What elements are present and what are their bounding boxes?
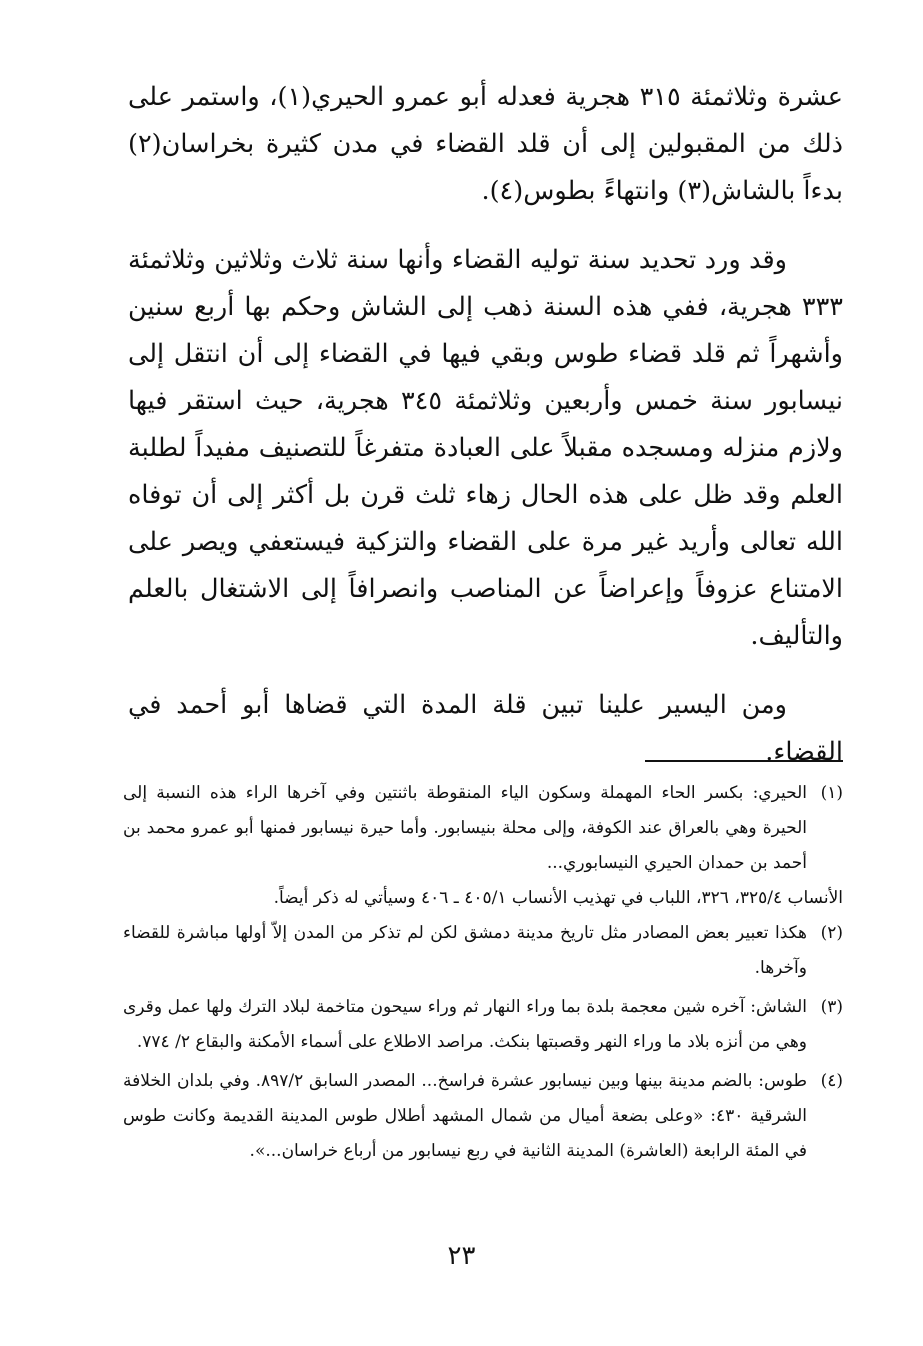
- paragraph-2: وقد ورد تحديد سنة توليه القضاء وأنها سنة ثلاث وثلاثين وثلاثمئة ٣٣٣ هجرية، ففي هذه السنة ذهب إلى الشاش وحكم بها أربع سنين وأشهراً ثم قلد قضاء طوس وبقي فيها في القضاء إلى أن انتقل إلى نيسابور سنة خمس وأربعين وثلاثمئة ٣٤٥ هجرية، حيث استقر فيها ولازم منزله ومسجده مقبلاً على العبادة متفرغاً للتصنيف مفيداً لطلبة العلم وقد ظل على هذه الحال زهاء ثلث قرن بل أكثر إلى أن توفاه الله تعالى وأريد غير مرة على القضاء والتزكية فيستعفي ويصر على الامتناع عزوفاً وإعراضاً عن المناصب وانصرافاً إلى الاشتغال بالعلم والتأليف.: [128, 245, 843, 651]
- footnote-text: الحيري: بكسر الحاء المهملة وسكون الياء المنقوطة باثنتين وفي آخرها الراء هذه النسبة إلى الحيرة وهي بالعراق عند الكوفة، وإلى محلة بنيسابور. وأما حيرة نيسابور فمنها أبو عمرو محمد بن أحمد بن حمدان الحيري النيسابوري...: [123, 783, 807, 873]
- footnote-number: (٣): [820, 997, 843, 1017]
- footnote-1-continuation: الأنساب ٣٢٥/٤، ٣٢٦، اللباب في تهذيب الأنساب ٤٠٥/١ ـ ٤٠٦ وسيأتي له ذكر أيضاً.: [273, 888, 843, 908]
- footnote-text: هكذا تعبير بعض المصادر مثل تاريخ مدينة دمشق لكن لم تذكر من المدن إلاّ أولها مباشرة للقضاء وآخرها.: [123, 923, 807, 978]
- footnotes-section: [123, 776, 843, 1169]
- footnote-2: [123, 916, 843, 986]
- main-body-text: [128, 74, 843, 776]
- footnote-3: [123, 990, 843, 1060]
- footnote-number: (١): [820, 783, 843, 803]
- footnote-number: (٤): [820, 1071, 844, 1091]
- paragraph-1: عشرة وثلاثمئة ٣١٥ هجرية فعدله أبو عمرو الحيري(١)، واستمر على ذلك من المقبولين إلى أن قلد القضاء في مدن كثيرة بخراسان(٢) بدءاً بالشاش(٣) وانتهاءً بطوس(٤).: [128, 82, 844, 206]
- footnote-text: الشاش: آخره شين معجمة بلدة بما وراء النهار ثم وراء سيحون متاخمة لبلاد الترك ولها عمل وقرى وهي من أنزه بلاد ما وراء النهر وقصبتها بنكث. مراصد الاطلاع على أسماء الأمكنة والبقاع ٢/ ٧٧٤.: [123, 997, 807, 1052]
- page-number: ٢٣: [447, 1241, 476, 1271]
- paragraph-3: ومن اليسير علينا تبين قلة المدة التي قضاها أبو أحمد في القضاء.: [128, 690, 843, 767]
- footnote-separator: [645, 760, 843, 762]
- footnote-1: [123, 776, 843, 881]
- footnote-number: (٢): [820, 923, 843, 943]
- footnote-4: [123, 1064, 843, 1169]
- footnote-text: طوس: بالضم مدينة بينها وبين نيسابور عشرة فراسخ... المصدر السابق ٨٩٧/٢. وفي بلدان الخلافة الشرقية ٤٣٠: «وعلى بضعة أميال من شمال المشهد أطلال طوس المدينة القديمة وكانت طوس في المئة الرابعة (العاشرة) المدينة الثانية في ربع نيسابور من أرباع خراسان...».: [123, 1071, 808, 1161]
